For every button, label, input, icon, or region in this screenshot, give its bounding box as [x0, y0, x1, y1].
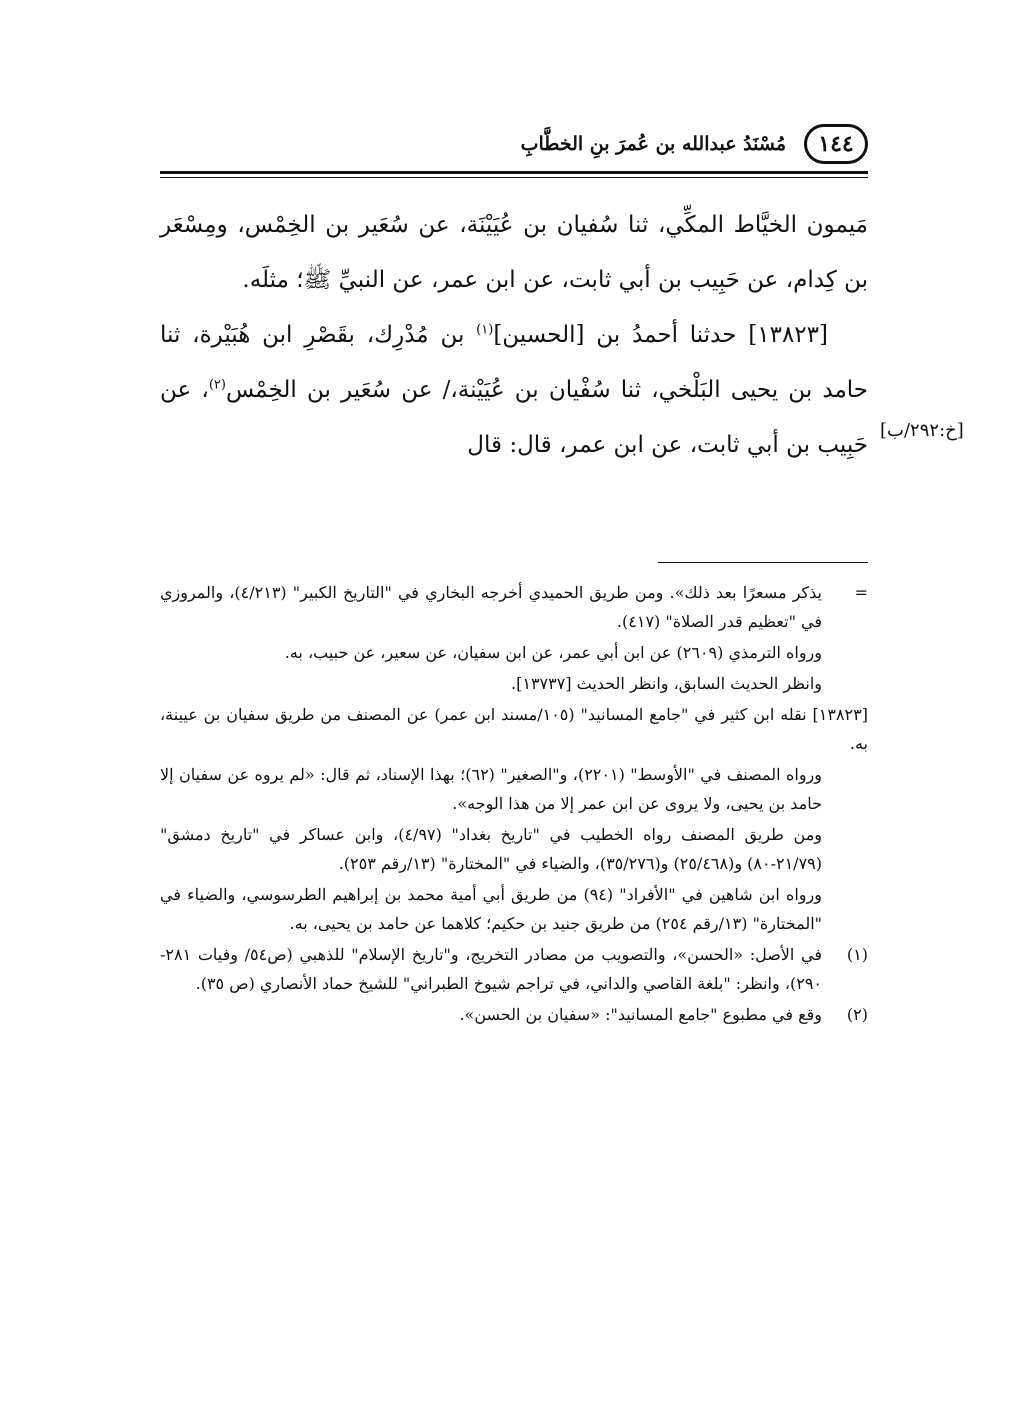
footnote-paragraph	[160, 820, 868, 878]
footnote-paragraph	[160, 880, 868, 938]
footnote-text: في الأصل: «الحسن»، والتصويب من مصادر التخريج، و"تاريخ الإسلام" للذهبي (ص٥٤/ وفيات ٢٨١- ٢٩٠)، وانظر: "بلغة القاصي والداني، في تراجم شيوخ الطبراني" للشيخ حماد الأنصاري (ص ٣٥).	[160, 945, 822, 993]
footnote-1-mark: (١)	[846, 945, 868, 964]
page-number: ١٤٤	[804, 124, 868, 164]
footnote-2	[160, 1000, 868, 1029]
header-rule-thick	[160, 171, 868, 174]
manuscript-margin-note: [خ:٢٩٢/ب]	[880, 420, 964, 441]
running-title: مُسْنَدُ عبدالله بن عُمرَ بنِ الخطَّابِ	[520, 133, 786, 155]
footnote-continuation	[160, 578, 868, 636]
hadith-13823-mid: بن مُدْرِك، بقَصْرِ ابن هُبَيْرة، ثنا حامد بن يحيى البَلْخي، ثنا سُفْيان بن عُيَيْنة،/ عن سُعَير بن الخِمْس	[160, 322, 868, 403]
footnote-text: يذكر مسعرًا بعد ذلك». ومن طريق الحميدي أخرجه البخاري في "التاريخ الكبير" (٤/٢١٣)، والمروزي في "تعظيم قدر الصلاة" (٤١٧).	[160, 583, 823, 631]
page-header	[160, 118, 868, 170]
footnotes	[160, 578, 868, 1031]
footnote-1	[160, 940, 868, 998]
footnote-ref-2: (٢)	[208, 377, 226, 393]
footnote-text: ورواه ابن شاهين في "الأفراد" (٩٤) من طريق أبي أمية محمد بن إبراهيم الطرسوسي، والضياء في "المختارة" (١٣/رقم ٢٥٤) من طريق جنيد بن حكيم؛ كلاهما عن حامد بن يحيى، به.	[160, 885, 822, 933]
hadith-13823-start: [١٣٨٢٣] حدثنا أحمدُ بن [الحسين]	[493, 322, 828, 348]
header-rule-thin	[160, 177, 868, 178]
main-text	[160, 198, 868, 473]
footnote-2-mark: (٢)	[846, 1005, 868, 1024]
hadith-13823-end: ، عن حَبِيب بن أبي ثابت، عن ابن عمر، قال: قال	[160, 377, 868, 458]
footnote-text: ومن طريق المصنف رواه الخطيب في "تاريخ بغداد" (٤/٩٧)، وابن عساكر في "تاريخ دمشق" (٢١/٧٩-٨٠) و(٢٥/٤٦٨) و(٣٥/٢٧٦)، والضياء في "المختارة" (١٣/رقم ٢٥٣).	[160, 825, 822, 873]
footnote-paragraph	[160, 638, 868, 667]
footnote-text: وقع في مطبوع "جامع المسانيد": «سفيان بن الحسن».	[459, 1005, 822, 1024]
footnote-separator	[658, 562, 868, 563]
main-paragraph-1: مَيمون الخيَّاط المكِّي، ثنا سُفيان بن عُيَيْنَة، عن سُعَير بن الخِمْس، ومِسْعَر بن كِدام، عن حَبِيب بن أبي ثابت، عن ابن عمر، عن النبيِّ ﷺ؛ مثلَه.	[160, 212, 868, 293]
continuation-mark: =	[854, 583, 868, 602]
footnote-text: نقله ابن كثير في "جامع المسانيد" (١٠٥/مسند ابن عمر) عن المصنف من طريق سفيان بن عيينة، به.	[160, 705, 868, 753]
footnote-paragraph	[160, 669, 868, 698]
main-paragraph-2	[160, 308, 868, 473]
footnote-13823	[160, 700, 868, 758]
footnote-text: ورواه الترمذي (٢٦٠٩) عن ابن أبي عمر، عن ابن سفيان، عن سعير، عن حبيب، به.	[284, 643, 822, 662]
footnote-ref-1: (١)	[476, 322, 494, 338]
footnote-text: وانظر الحديث السابق، وانظر الحديث [١٣٧٣٧].	[511, 674, 822, 693]
footnote-paragraph	[160, 760, 868, 818]
footnote-13823-mark: [١٣٨٢٣]	[812, 705, 868, 724]
footnote-text: ورواه المصنف في "الأوسط" (٢٢٠١)، و"الصغير" (٦٢)؛ بهذا الإسناد، ثم قال: «لم يروه عن سفيان إلا حامد بن يحيى، ولا يروى عن ابن عمر إلا من هذا الوجه».	[160, 765, 822, 813]
